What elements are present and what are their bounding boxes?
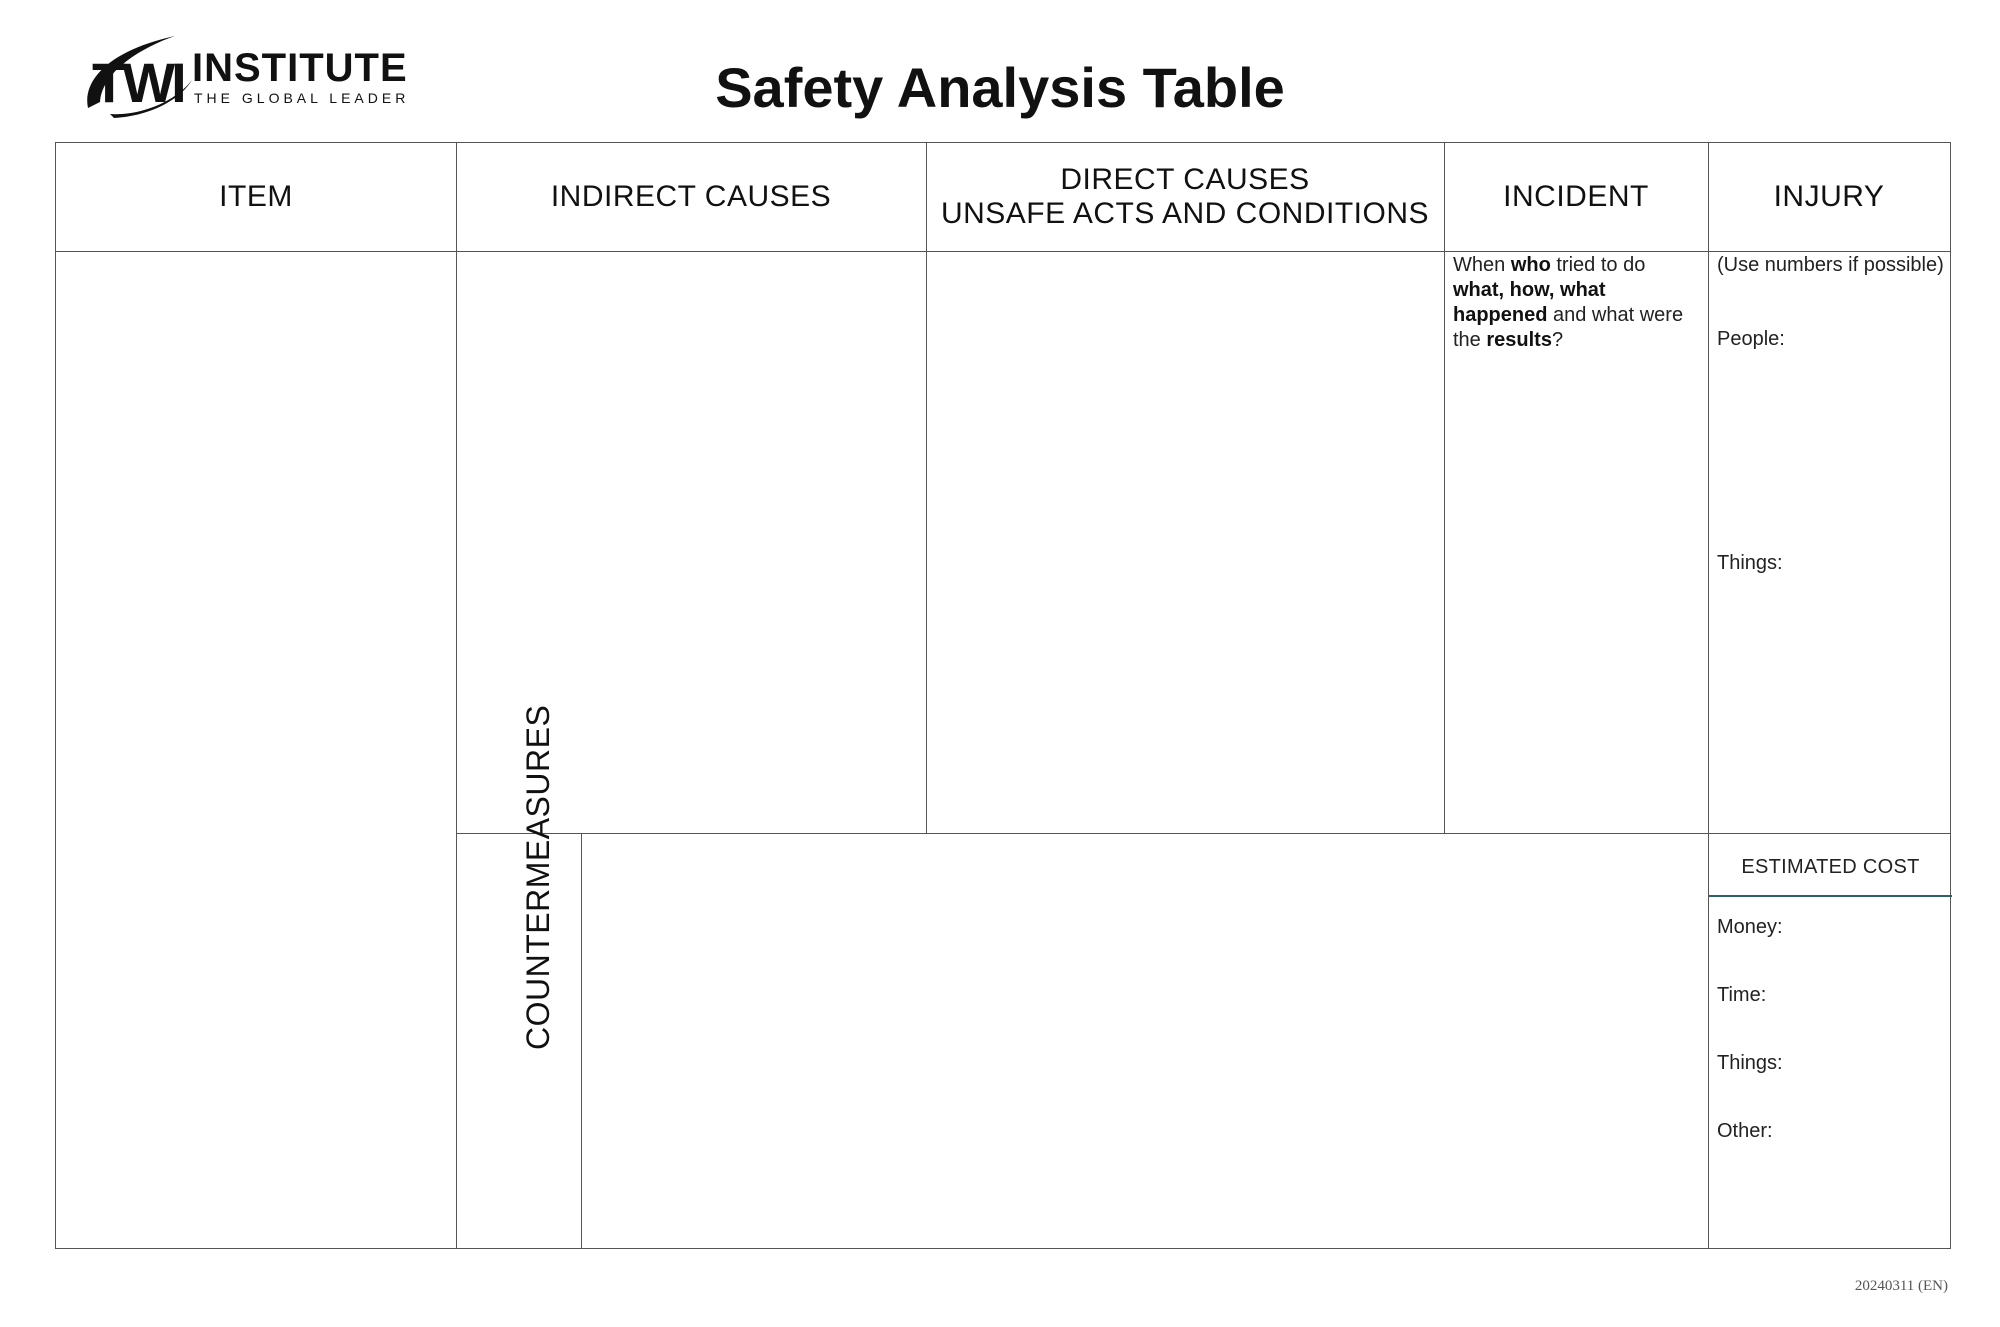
cost-money-label: Money:	[1717, 916, 1783, 938]
header-item: ITEM	[219, 180, 293, 213]
header-direct-causes	[926, 143, 1444, 251]
header-direct-line1: DIRECT CAUSES	[1060, 163, 1310, 196]
header-incident: INCIDENT	[1503, 180, 1649, 213]
injury-people-label: People:	[1717, 328, 1785, 350]
safety-analysis-table	[55, 142, 1951, 1249]
svg-text:TWI: TWI	[92, 51, 183, 114]
direct-causes-input-area[interactable]	[927, 252, 1443, 832]
injury-note: (Use numbers if possible)	[1717, 254, 1944, 276]
estimated-cost-heading: ESTIMATED COST	[1741, 856, 1920, 878]
incident-prompt[interactable]: When who tried to do what, how, what happened and what were the results?	[1453, 254, 1684, 351]
header-injury: INJURY	[1773, 180, 1885, 213]
countermeasures-input-area[interactable]	[582, 834, 1707, 1247]
estimated-cost-rule	[1709, 895, 1952, 897]
incident-column-divider	[1708, 143, 1709, 1248]
logo-wordmark: INSTITUTE	[192, 46, 408, 90]
cost-other-label: Other:	[1717, 1120, 1773, 1142]
cost-things-label: Things:	[1717, 1052, 1783, 1074]
header-direct-line2: UNSAFE ACTS AND CONDITIONS	[940, 197, 1430, 230]
header-indirect-causes: INDIRECT CAUSES	[550, 180, 832, 213]
cost-time-label: Time:	[1717, 984, 1767, 1006]
countermeasures-label: COUNTERMEASURES	[520, 704, 556, 1050]
page-title: Safety Analysis Table	[715, 56, 1285, 119]
injury-things-label: Things:	[1717, 552, 1783, 574]
item-input-area[interactable]	[57, 252, 455, 1247]
logo-tagline: THE GLOBAL LEADER	[194, 90, 410, 106]
document-version: 20240311 (EN)	[1854, 1278, 1948, 1294]
